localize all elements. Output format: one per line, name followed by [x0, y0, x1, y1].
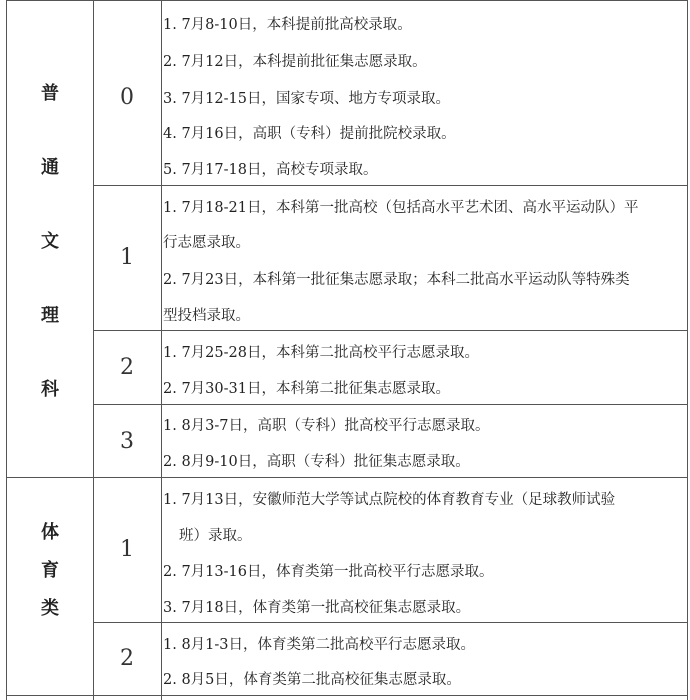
category-char: 通: [41, 157, 59, 178]
schedule-line: 行志愿录取。: [163, 235, 250, 251]
schedule-line: 1. 7月25-28日，本科第二批高校平行志愿录取。: [163, 345, 479, 361]
schedule-line: 2. 7月23日，本科第一批征集志愿录取；本科二批高水平运动队等特殊类: [163, 272, 630, 288]
batch-number: 2: [120, 646, 134, 671]
row-divider: [93, 185, 688, 186]
category-char: 普: [41, 83, 59, 104]
row-divider: [93, 622, 688, 623]
category-char: 科: [41, 379, 59, 400]
schedule-line: 1. 7月18-21日，本科第一批高校（包括高水平艺术团、高水平运动队）平: [163, 200, 639, 216]
schedule-line: 1. 8月3-7日，高职（专科）批高校平行志愿录取。: [163, 418, 490, 434]
category-char: 文: [41, 231, 59, 252]
batch-number: 1: [120, 537, 134, 562]
schedule-line: 3. 7月12-15日，国家专项、地方专项录取。: [163, 91, 450, 107]
schedule-line: 4. 7月16日，高职（专科）提前批院校录取。: [163, 126, 456, 142]
category-cell-sports: [7, 514, 93, 628]
schedule-line: 1. 8月1-3日，体育类第二批高校平行志愿录取。: [163, 637, 476, 653]
category-char: 体: [41, 522, 59, 543]
schedule-line: 2. 8月9-10日，高职（专科）批征集志愿录取。: [163, 454, 470, 470]
schedule-line: 3. 7月18日，体育类第一批高校征集志愿录取。: [163, 600, 471, 616]
schedule-line: 1. 7月13日，安徽师范大学等试点院校的体育教育专业（足球教师试验: [163, 492, 616, 508]
batch-number: 3: [120, 429, 134, 454]
schedule-line: 2. 7月12日，本科提前批征集志愿录取。: [163, 54, 427, 70]
batch-number: 1: [120, 245, 134, 270]
category-char: 类: [41, 598, 59, 619]
batch-number: 2: [120, 355, 134, 380]
row-divider: [6, 0, 688, 1]
schedule-line: 型投档录取。: [163, 308, 250, 324]
batch-number: 0: [120, 85, 134, 110]
category-cell-general: [7, 57, 93, 427]
batch-column-divider: [161, 0, 162, 700]
schedule-line: 2. 7月13-16日，体育类第一批高校平行志愿录取。: [163, 564, 494, 580]
row-divider: [93, 404, 688, 405]
schedule-line: 2. 8月5日，体育类第二批高校征集志愿录取。: [163, 672, 461, 688]
category-char: 理: [41, 305, 59, 326]
schedule-line: 5. 7月17-18日，高校专项录取。: [163, 162, 378, 178]
schedule-line: 班）录取。: [179, 528, 252, 544]
group-divider: [6, 477, 688, 478]
row-divider: [93, 330, 688, 331]
schedule-line: 2. 7月30-31日，本科第二批征集志愿录取。: [163, 381, 450, 397]
table-border-bottom: [6, 695, 688, 696]
schedule-line: 1. 7月8-10日，本科提前批高校录取。: [163, 17, 412, 33]
table-border-right: [687, 0, 688, 700]
category-char: 育: [41, 560, 59, 581]
